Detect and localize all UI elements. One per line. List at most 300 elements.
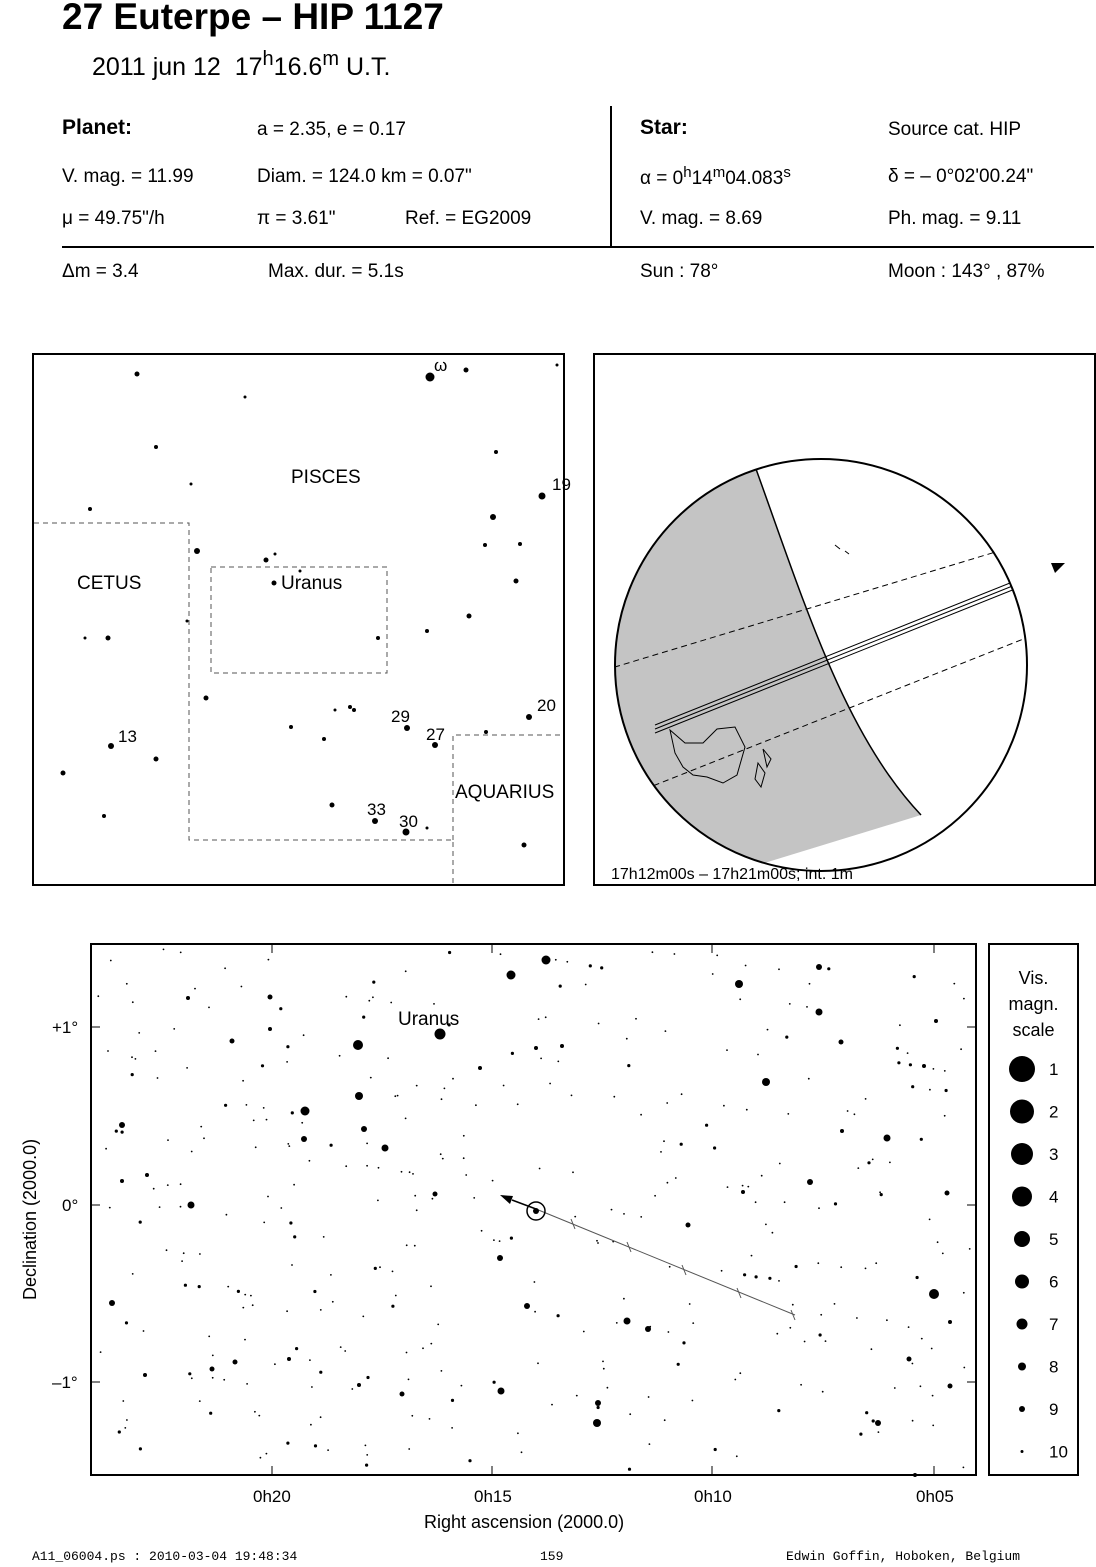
finder-star: [154, 757, 159, 762]
chart-star: [268, 995, 273, 1000]
chart-faint-star: [237, 1290, 240, 1293]
star-chart: [90, 943, 977, 1476]
chart-faint-star: [124, 1427, 126, 1429]
chart-faint-star: [834, 1202, 837, 1205]
chart-faint-star: [252, 1304, 254, 1306]
chart-star: [361, 1126, 367, 1132]
chart-faint-star: [623, 1298, 625, 1300]
time-hours-unit: h: [262, 48, 274, 70]
chart-faint-star: [778, 1280, 780, 1282]
chart-faint-star: [291, 1111, 294, 1114]
chart-faint-star: [437, 1324, 439, 1326]
chart-faint-star: [323, 1236, 325, 1238]
chart-faint-star: [378, 1167, 380, 1169]
chart-faint-star: [422, 1347, 424, 1349]
chart-star: [595, 1400, 601, 1406]
scale-title-line: scale: [1012, 1020, 1055, 1040]
chart-faint-star: [784, 1201, 786, 1203]
chart-faint-star: [865, 1268, 867, 1270]
finder-star: [186, 620, 189, 623]
chart-faint-star: [889, 1162, 891, 1164]
scale-dot: [1017, 1319, 1028, 1330]
finder-star: [539, 493, 546, 500]
chart-faint-star: [665, 1030, 667, 1032]
chart-faint-star: [186, 1067, 188, 1069]
chart-faint-star: [131, 1056, 133, 1058]
chart-faint-star: [825, 1340, 827, 1342]
scale-dot: [1009, 1056, 1035, 1082]
chart-star: [268, 1027, 272, 1031]
globe-panel: [593, 353, 1096, 886]
chart-faint-star: [517, 1103, 519, 1105]
chart-faint-star: [444, 1088, 446, 1090]
chart-faint-star: [261, 1064, 264, 1067]
finder-star: [526, 714, 532, 720]
chart-faint-star: [372, 981, 375, 984]
chart-faint-star: [254, 1411, 256, 1413]
chart-star: [230, 1039, 235, 1044]
finder-star: [264, 558, 269, 563]
chart-faint-star: [115, 1130, 118, 1133]
chart-faint-star: [526, 1305, 528, 1307]
chart-faint-star: [597, 1242, 599, 1244]
chart-faint-star: [468, 1459, 471, 1462]
chart-faint-star: [557, 1061, 559, 1063]
chart-faint-star: [600, 966, 603, 969]
chart-faint-star: [180, 1206, 182, 1208]
chart-faint-star: [674, 953, 676, 955]
chart-faint-star: [293, 1235, 296, 1238]
chart-faint-star: [859, 1433, 862, 1436]
chart-faint-star: [368, 1000, 370, 1002]
chart-faint-star: [223, 1379, 225, 1381]
chart-faint-star: [920, 1385, 922, 1387]
star-label-27: 27: [426, 725, 445, 744]
asteroid-direction-arrow-icon: [500, 1195, 513, 1204]
chart-star: [433, 1192, 438, 1197]
finder-star: [244, 396, 247, 399]
chart-faint-star: [493, 1381, 496, 1384]
chart-faint-star: [366, 1376, 369, 1379]
chart-star: [741, 1190, 745, 1194]
chart-faint-star: [857, 1167, 859, 1169]
chart-faint-star: [963, 1292, 965, 1294]
chart-faint-star: [286, 1442, 289, 1445]
chart-star: [301, 1136, 307, 1142]
chart-faint-star: [933, 1068, 935, 1070]
chart-faint-star: [293, 1184, 295, 1186]
chart-faint-star: [894, 1387, 896, 1389]
scale-mag-label: 3: [1049, 1145, 1059, 1164]
chart-faint-star: [167, 1139, 169, 1141]
chart-star: [934, 1019, 938, 1023]
globe-body: [595, 355, 1094, 915]
finder-star: [425, 629, 429, 633]
chart-star: [353, 1040, 363, 1050]
chart-faint-star: [430, 1285, 432, 1287]
chart-faint-star: [224, 1104, 227, 1107]
chart-faint-star: [628, 1468, 631, 1471]
chart-faint-star: [589, 964, 592, 967]
scale-dot: [1014, 1231, 1030, 1247]
chart-faint-star: [267, 1196, 269, 1198]
chart-faint-star: [411, 1415, 413, 1417]
chart-faint-star: [963, 1467, 965, 1469]
chart-faint-star: [804, 1341, 806, 1343]
chart-star: [507, 971, 516, 980]
chart-faint-star: [942, 1253, 944, 1255]
chart-faint-star: [667, 1182, 669, 1184]
finder-star: [518, 542, 522, 546]
chart-faint-star: [538, 1018, 540, 1020]
chart-faint-star: [200, 1126, 202, 1128]
chart-faint-star: [726, 1049, 728, 1051]
globe-time-range: 17h12m00s – 17h21m00s; int. 1m: [611, 866, 853, 883]
finder-star: [274, 553, 277, 556]
chart-faint-star: [198, 1285, 201, 1288]
chart-faint-star: [503, 1085, 505, 1087]
chart-faint-star: [755, 1201, 757, 1203]
star-ra-s-unit: s: [783, 164, 791, 181]
chart-faint-star: [313, 1290, 316, 1293]
chart-star: [624, 1318, 631, 1325]
finder-star: [88, 507, 92, 511]
chart-faint-star: [408, 1379, 410, 1381]
chart-star: [735, 980, 743, 988]
chart-faint-star: [387, 1057, 389, 1059]
coastline-north-2: [825, 427, 850, 433]
chart-faint-star: [366, 1454, 368, 1456]
chart-faint-star: [899, 1024, 901, 1026]
chart-star: [357, 1383, 361, 1387]
chart-faint-star: [408, 1448, 410, 1450]
chart-faint-star: [401, 1171, 403, 1173]
chart-faint-star: [139, 1447, 142, 1450]
chart-faint-star: [330, 1144, 333, 1147]
chart-star: [534, 1046, 538, 1050]
chart-faint-star: [743, 1273, 746, 1276]
chart-star: [355, 1092, 363, 1100]
chart-faint-star: [921, 1338, 923, 1340]
chart-faint-star: [776, 1333, 778, 1335]
chart-star: [762, 1078, 770, 1086]
chart-faint-star: [932, 1425, 934, 1427]
finder-star: [514, 579, 519, 584]
planet-parallax: π = 3.61": [257, 208, 336, 229]
finder-star: [84, 637, 87, 640]
chart-star: [907, 1357, 912, 1362]
chart-faint-star: [279, 1007, 282, 1010]
chart-faint-star: [409, 1171, 411, 1173]
chart-faint-star: [286, 1061, 288, 1063]
chart-star: [210, 1367, 215, 1372]
finder-star: [556, 364, 559, 367]
chart-faint-star: [806, 1006, 808, 1008]
finder-star: [135, 372, 140, 377]
chart-faint-star: [789, 1327, 791, 1329]
event-datetime: [92, 48, 390, 82]
chart-faint-star: [596, 1240, 598, 1242]
sun-elongation: Sun : 78°: [640, 261, 719, 282]
chart-faint-star: [534, 1311, 536, 1313]
chart-faint-star: [212, 1355, 214, 1357]
chart-faint-star: [664, 1419, 666, 1421]
islands: [835, 545, 849, 554]
chart-faint-star: [808, 1078, 810, 1080]
chart-faint-star: [540, 1058, 542, 1060]
chart-faint-star: [929, 1219, 931, 1221]
finder-star: [348, 705, 352, 709]
y-axis-label: Declination (2000.0): [20, 1138, 40, 1300]
chart-faint-star: [280, 1207, 282, 1209]
chart-faint-star: [920, 1138, 923, 1141]
chart-faint-star: [778, 968, 780, 970]
footer-author: Edwin Goffin, Hoboken, Belgium: [786, 1549, 1021, 1564]
chart-star: [400, 1392, 405, 1397]
chart-star: [119, 1122, 125, 1128]
chart-faint-star: [585, 984, 587, 986]
chart-faint-star: [649, 1443, 651, 1445]
chart-faint-star: [865, 1411, 868, 1414]
chart-faint-star: [911, 1085, 914, 1088]
scale-dot: [1015, 1275, 1029, 1289]
chart-faint-star: [492, 1180, 494, 1182]
chart-faint-star: [500, 953, 502, 955]
chart-faint-star: [611, 1209, 613, 1211]
chart-faint-star: [867, 1161, 870, 1164]
scale-mag-label: 8: [1049, 1357, 1059, 1377]
chart-star: [913, 1473, 917, 1477]
chart-faint-star: [896, 1047, 899, 1050]
chart-faint-star: [897, 1061, 900, 1064]
chart-faint-star: [809, 983, 811, 985]
chart-faint-star: [510, 1237, 513, 1240]
chart-faint-star: [820, 1314, 822, 1316]
finder-star: [190, 483, 193, 486]
scale-mag-label: 1: [1049, 1060, 1059, 1079]
chart-faint-star: [723, 1105, 725, 1107]
chart-faint-star: [244, 1294, 246, 1296]
chart-faint-star: [937, 1241, 939, 1243]
chart-faint-star: [549, 1083, 551, 1085]
chart-faint-star: [392, 1271, 394, 1273]
chart-star: [478, 1066, 482, 1070]
chart-faint-star: [705, 1124, 708, 1127]
chart-faint-star: [856, 1317, 858, 1319]
max-duration: Max. dur. = 5.1s: [268, 261, 404, 282]
scale-dot: [1011, 1143, 1033, 1165]
info-column-divider: [610, 106, 612, 247]
chart-star: [382, 1145, 389, 1152]
chart-faint-star: [366, 1143, 368, 1145]
chart-faint-star: [246, 1383, 248, 1385]
chart-faint-star: [414, 1245, 416, 1247]
scale-mag-label: 4: [1049, 1187, 1059, 1207]
chart-faint-star: [539, 1168, 541, 1170]
chart-faint-star: [377, 1200, 379, 1202]
chart-faint-star: [345, 996, 347, 998]
chart-faint-star: [332, 1301, 334, 1303]
chart-faint-star: [345, 1165, 347, 1167]
finder-star: [484, 730, 488, 734]
chart-faint-star: [912, 1363, 914, 1365]
chart-faint-star: [394, 1095, 396, 1097]
chart-faint-star: [194, 988, 196, 990]
chart-faint-star: [944, 1115, 946, 1117]
chart-star: [435, 1029, 446, 1040]
chart-faint-star: [118, 1430, 121, 1433]
chart-faint-star: [430, 1343, 432, 1345]
chart-star: [839, 1040, 844, 1045]
chart-faint-star: [517, 1432, 519, 1434]
star-label-20: 20: [537, 696, 556, 715]
chart-faint-star: [191, 1151, 193, 1153]
chart-star: [840, 1129, 844, 1133]
chart-faint-star: [499, 1240, 501, 1242]
moon-info: Moon : 143° , 87%: [888, 261, 1045, 282]
chart-faint-star: [765, 1224, 767, 1226]
chart-faint-star: [242, 1307, 244, 1309]
chart-faint-star: [465, 1174, 467, 1176]
asteroid-path: [536, 1209, 795, 1315]
chart-faint-star: [689, 1303, 691, 1305]
chart-faint-star: [274, 1363, 276, 1365]
scale-dot: [1012, 1187, 1032, 1207]
chart-faint-star: [440, 1153, 442, 1155]
chart-faint-star: [847, 1110, 849, 1112]
finder-star: [426, 827, 429, 830]
chart-faint-star: [819, 1333, 822, 1336]
chart-faint-star: [871, 1348, 873, 1350]
chart-faint-star: [395, 1295, 397, 1297]
chart-faint-star: [640, 1114, 642, 1116]
scale-mag-label: 9: [1049, 1400, 1059, 1419]
y-tick-plus1: +1°: [52, 1018, 79, 1037]
chart-faint-star: [406, 1352, 408, 1354]
chart-faint-star: [640, 1216, 642, 1218]
chart-faint-star: [654, 1195, 656, 1197]
chart-faint-star: [266, 1119, 268, 1121]
finder-star: [322, 737, 326, 741]
chart-faint-star: [244, 1339, 246, 1341]
chart-faint-star: [372, 996, 374, 998]
chart-faint-star: [583, 1331, 585, 1333]
chart-faint-star: [648, 1396, 650, 1398]
chart-faint-star: [268, 959, 270, 961]
chart-faint-star: [263, 1107, 265, 1109]
chart-faint-star: [370, 1077, 372, 1079]
chart-faint-star: [461, 1385, 463, 1387]
chart-faint-star: [397, 1095, 399, 1097]
chart-faint-star: [390, 1002, 392, 1004]
chart-faint-star: [571, 1095, 573, 1097]
finder-star: [330, 803, 335, 808]
chart-faint-star: [878, 1431, 880, 1433]
chart-faint-star: [433, 1003, 435, 1005]
planet-ref: Ref. = EG2009: [405, 208, 532, 229]
chart-faint-star: [576, 1395, 578, 1397]
chart-faint-star: [191, 1377, 193, 1379]
finder-star: [289, 725, 293, 729]
chart-star: [560, 1044, 564, 1048]
chart-faint-star: [258, 1415, 260, 1417]
scale-dot: [1021, 1450, 1024, 1453]
chart-faint-star: [817, 1262, 819, 1264]
chart-star: [301, 1107, 310, 1116]
chart-faint-star: [607, 1387, 609, 1389]
chart-faint-star: [834, 1303, 836, 1305]
chart-star: [929, 1289, 939, 1299]
chart-faint-star: [879, 1191, 881, 1193]
finder-star: [108, 743, 114, 749]
chart-faint-star: [521, 1451, 523, 1453]
chart-faint-star: [414, 1195, 416, 1197]
chart-faint-star: [153, 1188, 155, 1190]
chart-faint-star: [675, 1177, 677, 1179]
chart-faint-star: [745, 965, 747, 967]
chart-faint-star: [105, 1148, 107, 1150]
chart-star: [593, 1419, 601, 1427]
finder-uranus-label: Uranus: [281, 573, 343, 594]
chart-faint-star: [131, 1073, 134, 1076]
chart-faint-star: [772, 1232, 774, 1234]
chart-faint-star: [132, 1273, 134, 1275]
chart-faint-star: [755, 1275, 758, 1278]
night-hemisphere: [595, 355, 921, 915]
chart-faint-star: [242, 1080, 244, 1082]
chart-faint-star: [537, 1362, 539, 1364]
chart-star: [948, 1320, 952, 1324]
chart-star: [875, 1420, 881, 1426]
chart-faint-star: [320, 1416, 322, 1418]
star-ra-seconds: 04.083: [725, 168, 784, 189]
chart-faint-star: [330, 1274, 332, 1276]
chart-faint-star: [777, 1409, 780, 1412]
chart-faint-star: [827, 967, 830, 970]
chart-faint-star: [310, 1424, 312, 1426]
time-minutes-unit: m: [322, 48, 340, 70]
chart-faint-star: [138, 1032, 140, 1034]
chart-faint-star: [875, 1262, 877, 1264]
chart-star: [922, 1064, 926, 1068]
finder-star: [106, 636, 111, 641]
finder-star: [102, 814, 106, 818]
chart-faint-star: [963, 998, 965, 1000]
chart-star: [287, 1357, 291, 1361]
chart-faint-star: [405, 970, 407, 972]
asteroid-arrow-shaft: [512, 1200, 536, 1209]
chart-faint-star: [379, 1266, 381, 1268]
chart-faint-star: [463, 1135, 465, 1137]
chart-faint-star: [616, 1322, 618, 1324]
chart-faint-star: [473, 1197, 475, 1199]
chart-faint-star: [448, 951, 451, 954]
chart-faint-star: [166, 1249, 168, 1251]
chart-faint-star: [481, 1230, 483, 1232]
chart-faint-star: [626, 1038, 628, 1040]
chart-faint-star: [792, 1304, 794, 1306]
chart-faint-star: [597, 1406, 600, 1409]
chart-faint-star: [126, 983, 128, 985]
chart-faint-star: [714, 1448, 717, 1451]
chart-faint-star: [286, 1045, 289, 1048]
chart-faint-star: [100, 1351, 102, 1353]
chart-faint-star: [559, 985, 562, 988]
chart-faint-star: [635, 1018, 637, 1020]
chart-star: [807, 1179, 813, 1185]
delta-mag: Δm = 3.4: [62, 261, 139, 282]
scale-svg: [990, 945, 1077, 1474]
